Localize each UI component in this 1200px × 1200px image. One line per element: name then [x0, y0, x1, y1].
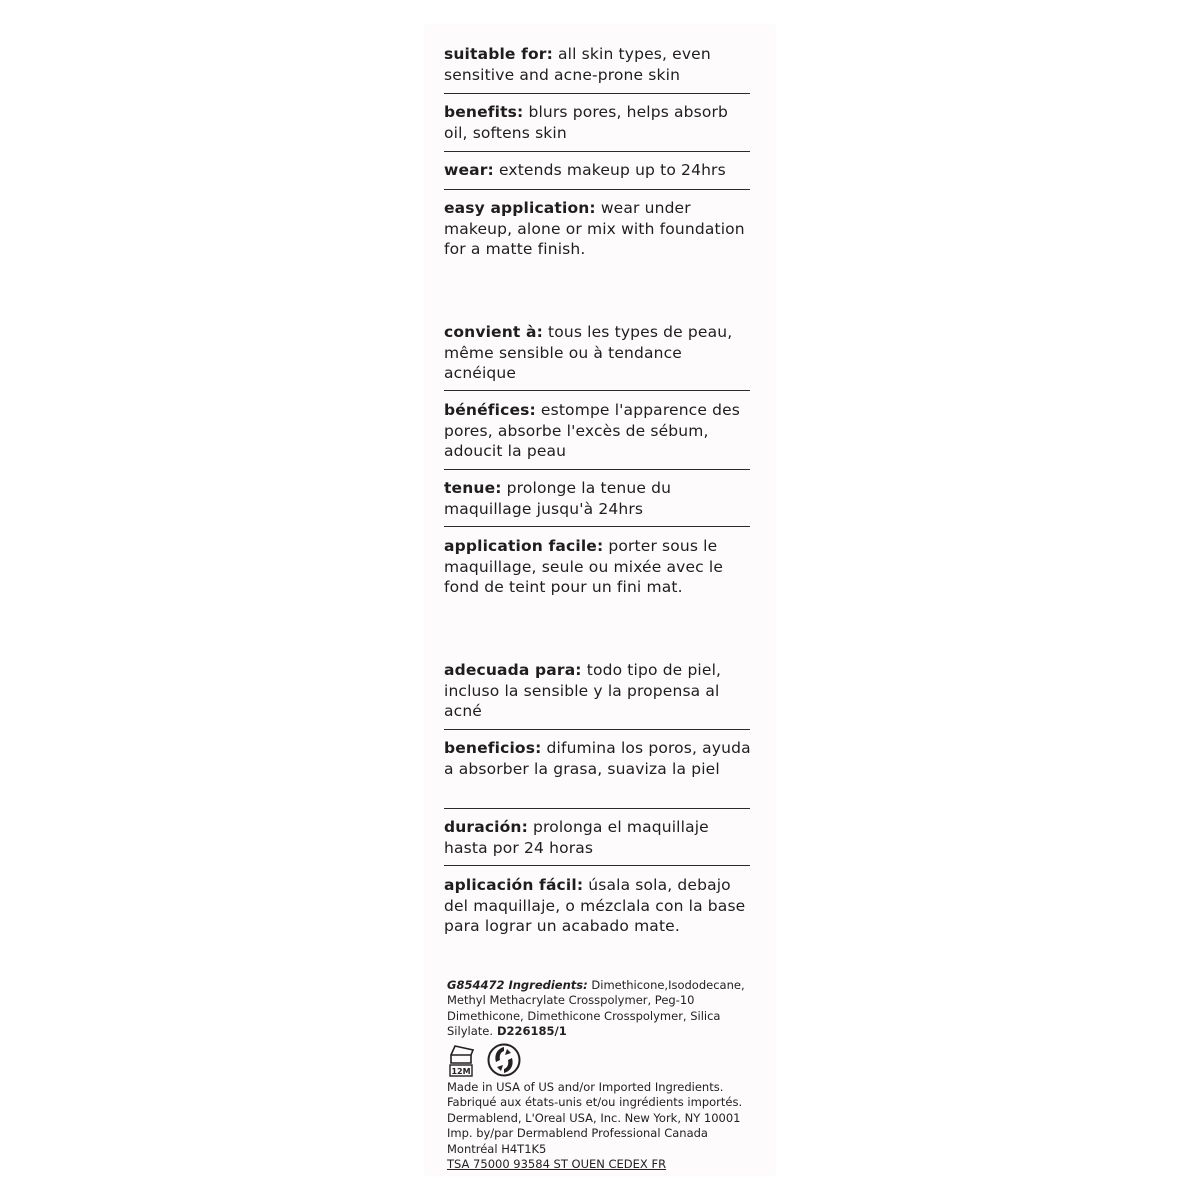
- spanish-section: [444, 738, 756, 779]
- claim-text: extends makeup up to 24hrs: [493, 161, 726, 179]
- divider: [444, 808, 750, 809]
- legal-line: Dermablend, L'Oreal USA, Inc. New York, NY 10001: [447, 1110, 741, 1125]
- claim-row: [444, 738, 756, 779]
- divider: [444, 390, 750, 391]
- spanish-section: [444, 660, 756, 722]
- ingredients-list: Dimethicone,Isododecane, Methyl Methacrylate Crosspolymer, Peg-10 Dimethicone, Dimethicone Crosspolymer, Silica Silylate.: [447, 978, 745, 1039]
- legal-line: Montréal H4T1K5: [447, 1141, 547, 1156]
- symbols-row: [447, 1042, 521, 1078]
- claim-label: tenue:: [444, 479, 502, 497]
- claim-text: porter sous le maquillage, seule ou mixée avec le fond de teint pour un fini mat.: [444, 537, 724, 596]
- ingredients-code: G854472 Ingredients:: [447, 978, 588, 992]
- claim-text: wear under makeup, alone or mix with foundation for a matte finish.: [444, 199, 745, 258]
- claim-text: prolonge la tenue du maquillage jusqu'à 24hrs: [444, 479, 672, 518]
- claim-label: benefits:: [444, 103, 524, 121]
- claim-text: difumina los poros, ayuda a absorber la grasa, suaviza la piel: [444, 739, 751, 778]
- ingredients-block: [447, 978, 757, 1040]
- legal-line: TSA 75000 93584 ST OUEN CEDEX FR: [447, 1157, 667, 1172]
- english-section: [444, 198, 756, 260]
- claim-row: [444, 102, 756, 143]
- divider: [444, 729, 750, 730]
- claim-text: prolonga el maquillaje hasta por 24 horas: [444, 818, 709, 857]
- english-section: [444, 44, 756, 85]
- claim-row: [444, 44, 756, 85]
- claim-row: [444, 875, 756, 937]
- claim-label: convient à:: [444, 323, 543, 341]
- french-section: [444, 536, 756, 598]
- claim-label: beneficios:: [444, 739, 542, 757]
- claim-row: [444, 536, 756, 598]
- claim-row: [444, 160, 756, 181]
- french-section: [444, 400, 756, 462]
- claim-row: [444, 660, 756, 722]
- claim-row: [444, 400, 756, 462]
- claim-text: todo tipo de piel, incluso la sensible y la propensa al acné: [444, 661, 722, 720]
- claim-row: [444, 478, 756, 519]
- claim-text: tous les types de peau, même sensible ou à tendance acnéique: [444, 323, 733, 382]
- divider: [444, 469, 750, 470]
- divider: [444, 93, 750, 94]
- legal-block: [447, 1080, 757, 1172]
- claim-label: duración:: [444, 818, 528, 836]
- claim-label: bénéfices:: [444, 401, 536, 419]
- claim-text: blurs pores, helps absorb oil, softens skin: [444, 103, 729, 142]
- claim-label: application facile:: [444, 537, 604, 555]
- pao-label: 12M: [451, 1067, 471, 1076]
- claim-label: wear:: [444, 161, 494, 179]
- spanish-section: [444, 875, 756, 937]
- divider: [444, 526, 750, 527]
- claim-text: estompe l'apparence des pores, absorbe l'excès de sébum, adoucit la peau: [444, 401, 741, 460]
- claim-text: all skin types, even sensitive and acne-prone skin: [444, 45, 711, 84]
- english-section: [444, 102, 756, 143]
- divider: [444, 865, 750, 866]
- legal-line: Made in USA of US and/or Imported Ingredients.: [447, 1080, 724, 1094]
- french-section: [444, 322, 756, 384]
- claim-label: easy application:: [444, 199, 596, 217]
- claim-row: [444, 817, 756, 858]
- open-jar-icon: [447, 1043, 475, 1077]
- french-section: [444, 478, 756, 519]
- claim-text: úsala sola, debajo del maquillaje, o mézclala con la base para lograr un acabado mate.: [444, 876, 746, 935]
- claim-label: aplicación fácil:: [444, 876, 584, 894]
- claim-label: suitable for:: [444, 45, 553, 63]
- legal-line: Fabriqué aux états-unis et/ou ingrédients importés.: [447, 1095, 743, 1110]
- english-section: [444, 160, 756, 181]
- claim-label: adecuada para:: [444, 661, 582, 679]
- divider: [444, 151, 750, 152]
- spanish-section: [444, 817, 756, 858]
- legal-line: Imp. by/par Dermablend Professional Canada: [447, 1126, 708, 1141]
- lot-number: D226185/1: [492, 1024, 567, 1039]
- claim-row: [444, 322, 756, 384]
- divider: [444, 189, 750, 190]
- claim-row: [444, 198, 756, 260]
- green-dot-recycle-icon: [487, 1043, 521, 1077]
